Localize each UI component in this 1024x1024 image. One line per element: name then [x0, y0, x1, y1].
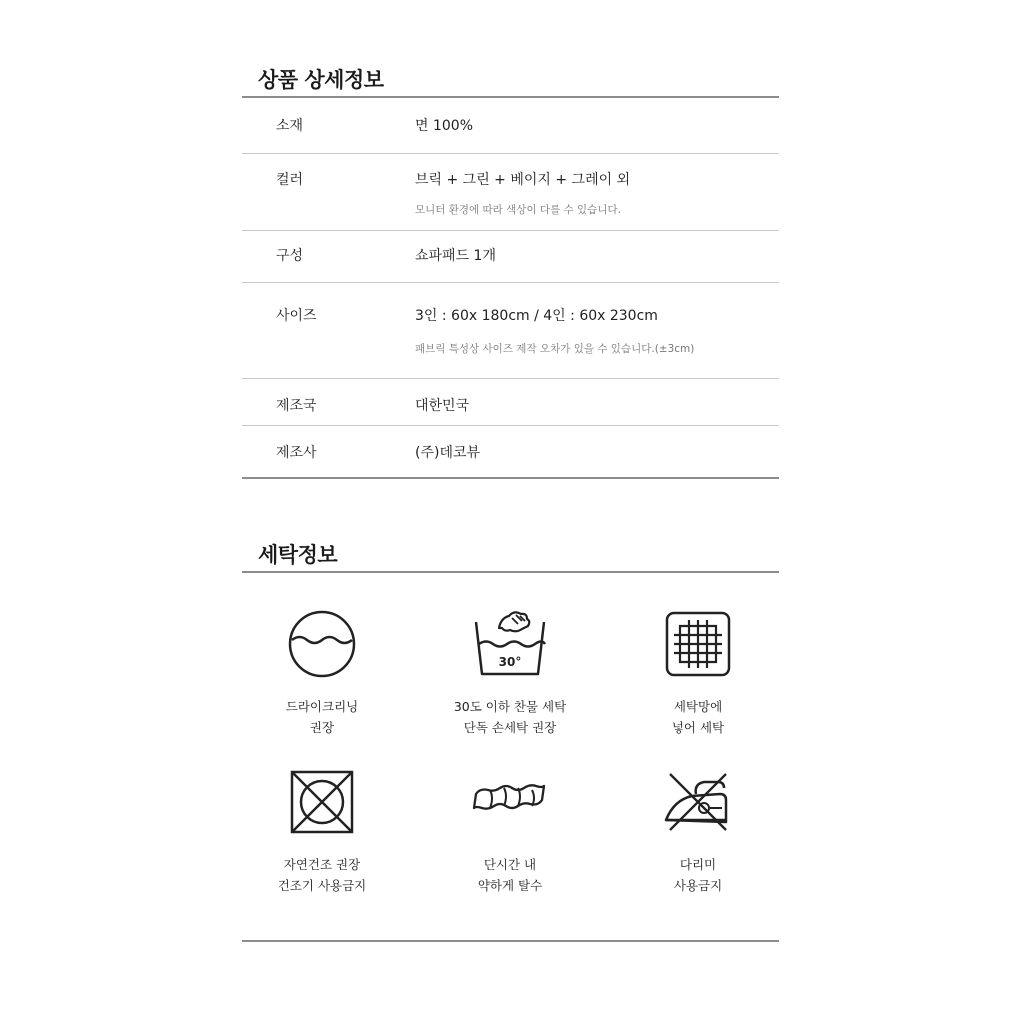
- care-text-line: 30도 이하 찬물 세탁: [453, 699, 567, 714]
- care-item-no-iron: [608, 764, 788, 896]
- care-item-dry-clean: [232, 606, 412, 738]
- care-text-line: 단독 손세탁 권장: [463, 720, 557, 735]
- product-detail-title: 상품 상세정보: [258, 68, 384, 92]
- care-item-gentle-spin: [420, 764, 600, 896]
- care-text-line: 권장: [309, 720, 335, 735]
- spec-value: 3인 : 60x 180cm / 4인 : 60x 230cm: [415, 308, 658, 324]
- care-text-line: 세탁망에: [673, 699, 723, 714]
- care-item-hand-wash: [420, 606, 600, 738]
- care-text-line: 드라이크리닝: [285, 699, 359, 714]
- divider: [242, 153, 779, 154]
- care-text-line: 사용금지: [673, 878, 723, 893]
- spec-value: (주)데코뷰: [415, 445, 481, 461]
- spec-label: 구성: [276, 248, 304, 264]
- divider: [242, 571, 779, 573]
- care-item-no-tumble-dry: [232, 764, 412, 896]
- temp-label: 30°: [498, 655, 522, 669]
- care-text-line: 넣어 세탁: [671, 720, 725, 735]
- spec-note: 모니터 환경에 따라 색상이 다를 수 있습니다.: [415, 204, 621, 216]
- spec-value: 브릭 + 그린 + 베이지 + 그레이 외: [415, 172, 631, 188]
- spec-value: 대한민국: [415, 398, 470, 414]
- care-item-laundry-net: [608, 606, 788, 738]
- divider: [242, 230, 779, 231]
- spec-value: 쇼파패드 1개: [415, 248, 496, 264]
- divider: [242, 96, 779, 98]
- no-tumble-dry-icon: [284, 764, 360, 840]
- laundry-net-icon: [660, 606, 736, 682]
- care-text-line: 약하게 탈수: [477, 878, 543, 893]
- no-iron-icon: [660, 764, 736, 840]
- spec-label: 소재: [276, 118, 304, 134]
- gentle-spin-icon: [472, 764, 548, 840]
- care-text-line: 단시간 내: [483, 857, 537, 872]
- care-text-line: 건조기 사용금지: [277, 878, 367, 893]
- spec-value: 면 100%: [415, 118, 473, 134]
- dry-clean-icon: [284, 606, 360, 682]
- care-text-line: 자연건조 권장: [283, 857, 361, 872]
- spec-note: 패브릭 특성상 사이즈 제작 오차가 있을 수 있습니다.(±3cm): [415, 343, 695, 355]
- hand-wash-30-icon: [472, 606, 548, 682]
- spec-label: 제조국: [276, 398, 317, 414]
- divider: [242, 425, 779, 426]
- divider: [242, 282, 779, 283]
- care-text-line: 다리미: [679, 857, 717, 872]
- spec-label: 제조사: [276, 445, 317, 461]
- spec-label: 사이즈: [276, 308, 317, 324]
- care-info-title: 세탁정보: [258, 543, 338, 567]
- spec-label: 컬러: [276, 172, 304, 188]
- divider: [242, 378, 779, 379]
- divider: [242, 940, 779, 942]
- divider: [242, 477, 779, 479]
